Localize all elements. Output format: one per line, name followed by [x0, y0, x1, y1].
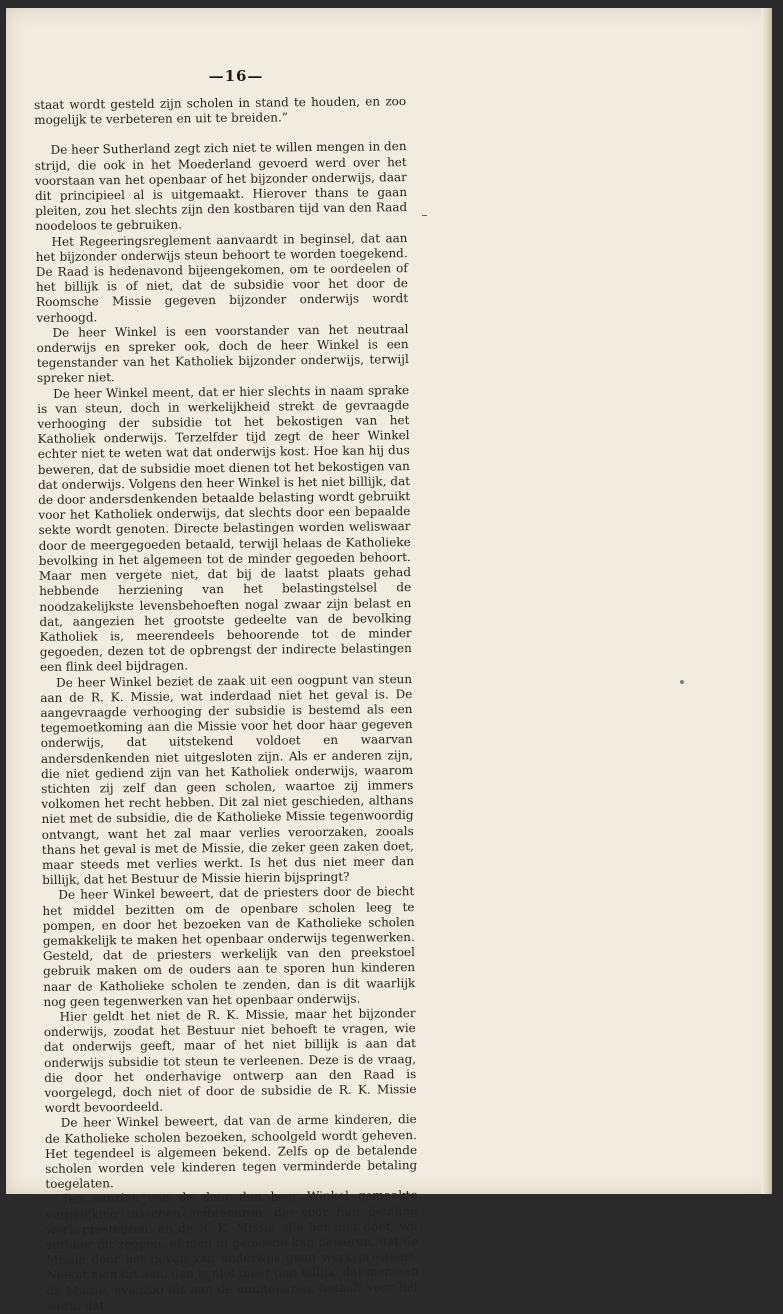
- paragraph: Het Regeeringsreglement aanvaardt in beginsel, dat aan het bijzonder onderwijs steun behoort te worden toegekend. De Raad is hedenavond bijeengekomen, om te oordeelen of het billijk is of niet, dat de subsidie voor het door de Roomsche Missie gegeven bijzonder onderwijs wordt verhoogd.: [35, 230, 409, 325]
- paragraph: De heer Winkel beweert, dat van de arme kinderen, die de Katholieke scholen bezoeken, schoolgeld wordt geheven. Het tegendeel is algemeen bekend. Zelfs op de betalende scholen worden vele kinderen tegen verminderde betaling toegelaten.: [44, 1112, 418, 1192]
- page-number: —16—: [208, 67, 264, 85]
- paragraph: De heer Winkel beziet de zaak uit een oogpunt van steun aan de R. K. Missie, wat inderdaad niet het geval is. De aangevraagde verhooging der subsidie is bestemd als een tegemoetkoming aan die Missie voor het door haar gegeven onderwijs, dat uitstekend voldoet en waarvan andersdenkenden niet uitgesloten zijn. Als er anderen zijn, die niet gediend zijn van het Katholiek onderwijs, waarom stichten zij zelf dan geen scholen, waartoe zij immers volkomen het recht hebben. Dit zal niet geschieden, althans niet met de subsidie, die de Katholieke Missie tegenwoordig ontvangt, want het zal maar verlies veroorzaken, zooals thans het geval is met de Missie, die zeker geen zaken doet, maar steeds met verlies werkt. Is het dus niet meer dan billijk, dat het Bestuur de Missie hierin bijspringt?: [40, 671, 415, 888]
- paragraph: Hier geldt het niet de R. K. Missie, maar het bijzonder onderwijs, zoodat het Bestuur niet behoeft te vragen, wie dat onderwijs geeft, maar of het niet billijk is aan dat onderwijs subsidie tot steun te verleenen. Deze is de vraag, die door het onderhavige ontwerp aan den Raad is voorgelegd, doch niet of door de subsidie de R. K. Missie wordt bevoordeeld.: [43, 1006, 417, 1116]
- body-text: [34, 94, 419, 1314]
- ink-mark: [422, 215, 427, 216]
- paragraph: De heer Winkel beweert, dat de priesters door de biecht het middel bezitten om de openbare scholen leeg te pompen, en door het bezoeken van de Katholieke scholen gemakkelijk te maken het openbaar onderwijs tegenwerken. Gesteld, dat de priesters werkelijk van den preekstoel gebruik maken om de ouders aan te sporen hun kinderen naar de Katholieke scholen te zenden, dan is dit waarlijk nog geen tegenwerken van het openbaar onderwijs.: [42, 884, 416, 1009]
- paper-speck: [680, 680, 684, 684]
- paragraph: Ten aanzien van de door den heer Winkel gemaakte vergelijking tusschen ambtenaren, die voor hun betaling werk presteeren, en de R. K. Missie, die het niet doet, wil spreker dit zeggen, of men in gemoede kan beweren, dat de Missie door het geven van onderwijs geen werk presteert. Neemt men dit aan, dan is niet meer dan billijk, dat men aan de Missie, evenzoo als aan de ambtenaren, betaalt voor het werk, dat: [45, 1188, 419, 1313]
- paragraph: De heer Sutherland zegt zich niet te willen mengen in den strijd, die ook in het Moederland gevoerd werd over het voorstaan van het openbaar of het bijzonder onderwijs, daar dit principieel al is uitgemaakt. Hierover thans te gaan pleiten, zou het slechts zijn den kostbaren tijd van den Raad noodeloos te gebruiken.: [34, 139, 408, 234]
- paragraph: De heer Winkel is een voorstander van het neutraal onderwijs en spreker ook, doch de heer Winkel is een tegenstander van het Katholiek bijzonder onderwijs, terwijl spreker niet.: [36, 321, 409, 386]
- paragraph: staat wordt gesteld zijn scholen in stand te houden, en zoo mogelijk te verbeteren en uit te breiden.”: [34, 94, 407, 128]
- scanned-page: [6, 8, 772, 1313]
- page-edge: [761, 8, 772, 1194]
- paragraph: De heer Winkel meent, dat er hier slechts in naam sprake is van steun, doch in werkelijkheid strekt de gevraagde verhooging der subsidie tot het bekostigen van het Katholiek onderwijs. Terzelfder tijd zegt de heer Winkel echter niet te weten wat dat onderwijs kost. Hoe kan hij dus beweren, dat de subsidie moet dienen tot het bekostigen van dat onderwijs. Volgens den heer Winkel is het niet billijk, dat de door andersdenkenden betaalde belasting wordt gebruikt voor het Katholiek onderwijs, dat slechts door een bepaalde sekte wordt genoten. Directe belastingen worden weliswaar door de meergegoeden betaald, terwijl helaas de Katholieke bevolking in het algemeen tot de minder gegoeden behoort. Maar men vergete niet, dat bij de laatst plaats gehad hebbende herziening van het belastingstelsel de noodzakelijkste levensbehoeften nogal zwaar zijn belast en dat, aangezien het grootste gedeelte van de bevolking Katholiek is, meerendeels behoorende tot de minder gegoeden, dezen tot de opbrengst der indirecte belastingen een flink deel bijdragen.: [37, 382, 412, 675]
